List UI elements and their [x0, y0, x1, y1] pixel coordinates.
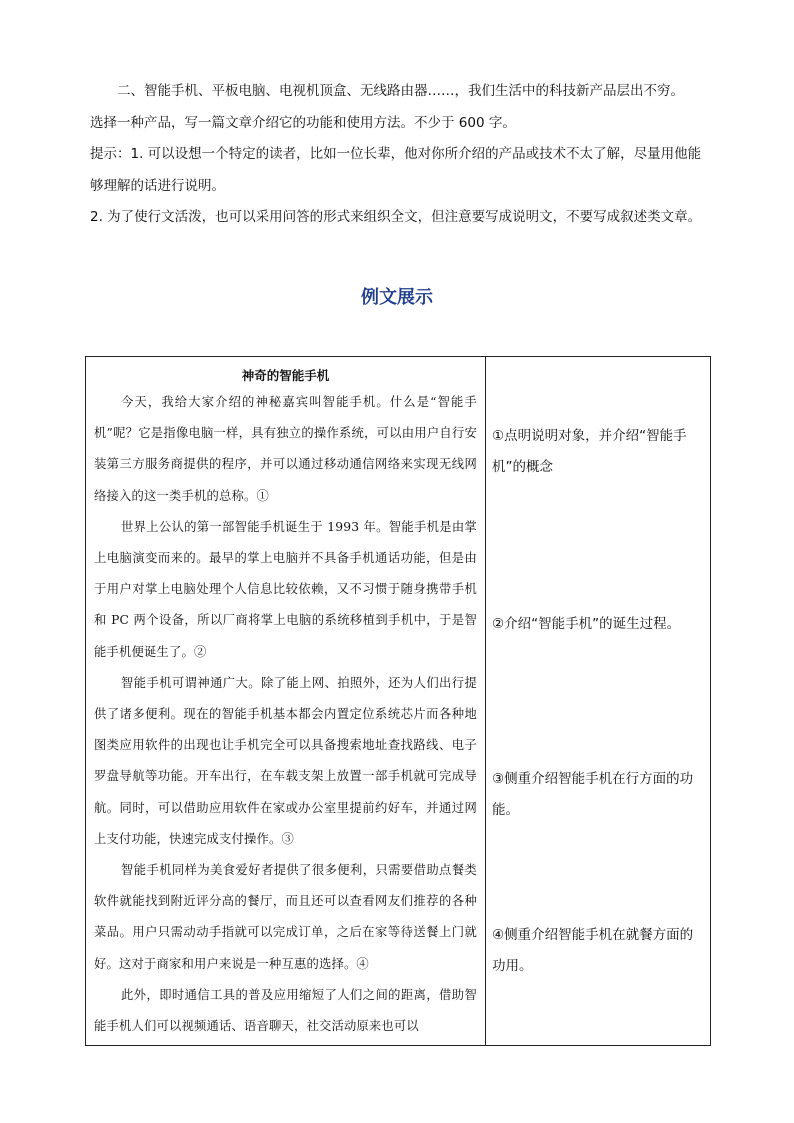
essay-paragraph: 此外，即时通信工具的普及应用缩短了人们之间的距离，借助智能手机人们可以视频通话、语音聊天，社交活动原来也可以 — [94, 987, 477, 1034]
essay-paragraph: 智能手机同样为美食爱好者提供了很多便利，只需要借助点餐类软件就能找到附近评分高的餐厅，而且还可以查看网友们推荐的各种菜品。用户只需动动手指就可以完成订单，之后在家等待送餐上门就好。这对于商家和用户来说是一种互惠的选择。④ — [94, 863, 477, 971]
essay-column — [86, 357, 486, 1046]
annotation-note-1: ①点明说明对象，并介绍“智能手机”的概念 — [492, 428, 687, 475]
section-title: 例文展示 — [361, 287, 433, 308]
prompt-line-1: 二、智能手机、平板电脑、电视机顶盒、无线路由器……，我们生活中的科技新产品层出不穷。 — [117, 83, 684, 99]
essay-paragraph: 今天，我给大家介绍的神秘嘉宾叫智能手机。什么是“智能手机”呢？它是指像电脑一样，具有独立的操作系统，可以由用户自行安装第三方服务商提供的程序，并可以通过移动通信网络来实现无线网络接入的这一类手机的总称。① — [94, 395, 477, 503]
tip-1-line-2: 够理解的话进行说明。 — [90, 177, 225, 194]
essay-title: 神奇的智能手机 — [241, 368, 330, 383]
essay-paragraph: 世界上公认的第一部智能手机诞生于 1993 年。智能手机是由掌上电脑演变而来的。最早的掌上电脑并不具备手机通话功能，但是由于用户对掌上电脑处理个人信息比较依赖，又不习惯于随身携带手机和 PC 两个设备，所以厂商将掌上电脑的系统移植到手机中，于是智能手机便诞生了。② — [94, 519, 477, 659]
annotation-column — [486, 357, 711, 1046]
annotation-note-2: ②介绍“智能手机”的诞生过程。 — [492, 616, 681, 632]
annotation-note-3: ③侧重介绍智能手机在行方面的功能。 — [492, 771, 694, 818]
prompt-line-2: 选择一种产品，写一篇文章介绍它的功能和使用方法。不少于 600 字。 — [90, 114, 516, 131]
essay-table — [85, 356, 711, 1046]
annotation-note-4: ④侧重介绍智能手机在就餐方面的功用。 — [492, 927, 694, 974]
tip-2: 2. 为了使行文活泼，也可以采用问答的形式来组织全文，但注意要写成说明文，不要写成叙述类文章。 — [90, 209, 702, 225]
assignment-prompt — [90, 76, 710, 234]
tip-1-line-1: 提示：1. 可以设想一个特定的读者，比如一位长辈，他对你所介绍的产品或技术不太了解，尽量用他能 — [90, 146, 702, 162]
essay-paragraph: 智能手机可谓神通广大。除了能上网、拍照外，还为人们出行提供了诸多便利。现在的智能手机基本都会内置定位系统芯片而各种地图类应用软件的出现也让手机完全可以具备搜索地址查找路线、电子罗盘导航等功能。开车出行，在车载支架上放置一部手机就可完成导航。同时，可以借助应用软件在家或办公室里提前约好车，并通过网上支付功能，快速完成支付操作。③ — [94, 675, 477, 846]
